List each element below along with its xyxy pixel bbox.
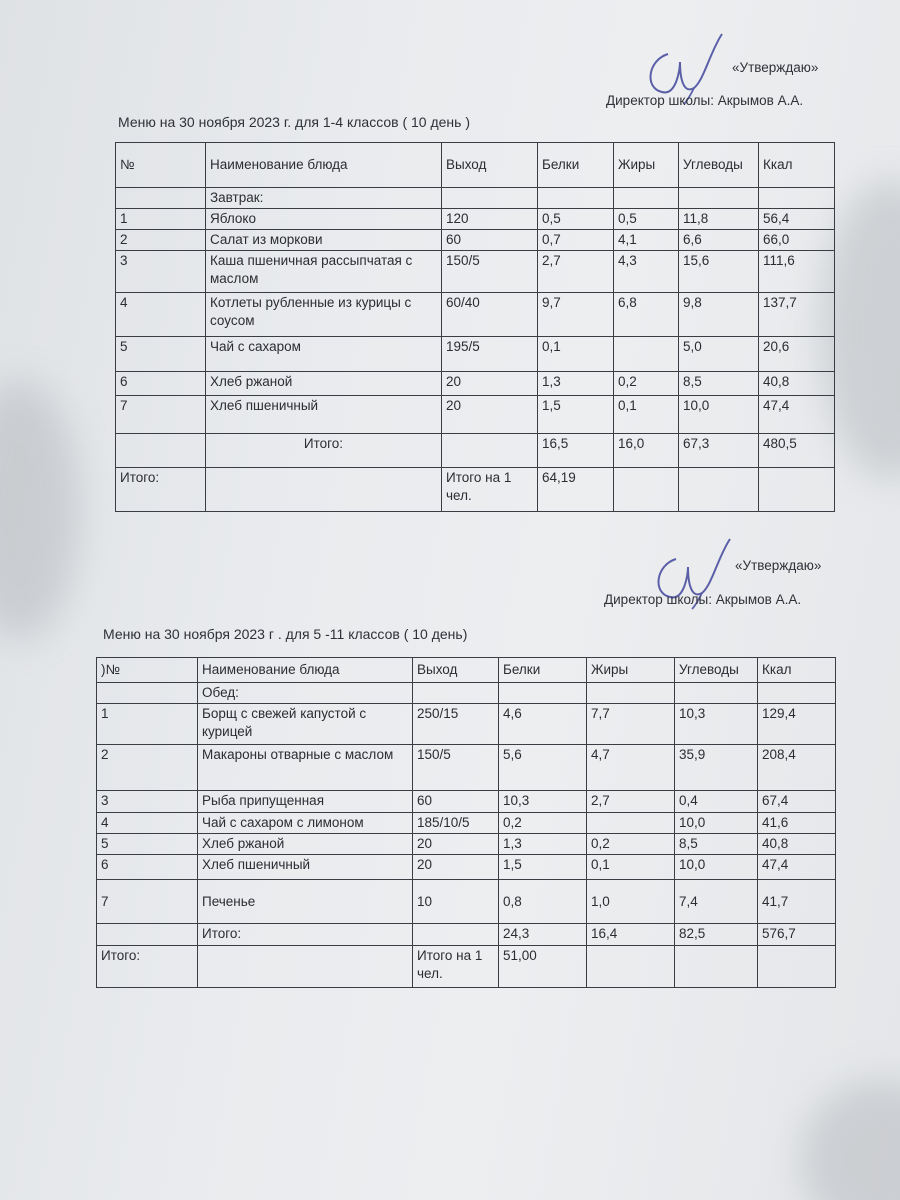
col-dish: Наименование блюда: [198, 658, 413, 683]
total-row: [116, 468, 835, 512]
subtotal-label: Итого:: [206, 434, 442, 468]
table-row: 2 Макароны отварные с маслом 150/5 5,6 4,7 35,9 208,4: [97, 745, 836, 791]
col-carbs: Углеводы: [675, 658, 758, 683]
table-row: 7 Печенье 10 0,8 1,0 7,4 41,7: [97, 880, 836, 924]
table-row: 1 Яблоко 120 0,5 0,5 11,8 56,4: [116, 209, 835, 230]
director-name-2: Директор школы: Акрымов А.А.: [604, 592, 802, 607]
scan-shadow: [800, 1080, 900, 1200]
total-label: Итого:: [116, 468, 206, 512]
table-row: 2 Салат из моркови 60 0,7 4,1 6,6 66,0: [116, 230, 835, 251]
section-label: Обед:: [198, 683, 413, 704]
subtotal-carbs: 67,3: [679, 434, 759, 468]
col-kcal: Ккал: [758, 658, 836, 683]
table-row: 3 Каша пшеничная рассыпчатая с маслом 150/5 2,7 4,3 15,6 111,6: [116, 251, 835, 293]
subtotal-kcal: 480,5: [759, 434, 835, 468]
subtotal-kcal: 576,7: [758, 924, 836, 946]
subtotal-protein: 16,5: [538, 434, 614, 468]
col-protein: Белки: [499, 658, 587, 683]
menu-table-senior: [96, 657, 836, 988]
scan-shadow: [0, 380, 80, 640]
subtotal-row: [116, 434, 835, 468]
director-name-1: Директор школы: Акрымов А.А.: [606, 93, 804, 108]
table-header-row: [116, 143, 835, 188]
per-person-label: Итого на 1 чел.: [442, 468, 538, 512]
col-fat: Жиры: [614, 143, 679, 188]
menu-title-senior: Меню на 30 ноября 2023 г . для 5 -11 классов ( 10 день): [103, 626, 468, 642]
col-protein: Белки: [538, 143, 614, 188]
subtotal-fat: 16,0: [614, 434, 679, 468]
approval-label-2: «Утверждаю»: [735, 558, 822, 573]
table-row: 4 Чай с сахаром с лимоном 185/10/5 0,2 10,0 41,6: [97, 813, 836, 834]
subtotal-row: [97, 924, 836, 946]
table-row: 5 Чай с сахаром 195/5 0,1 5,0 20,6: [116, 337, 835, 372]
per-person-label: Итого на 1 чел.: [413, 946, 499, 988]
col-number: №: [116, 143, 206, 188]
per-person-value: 64,19: [538, 468, 614, 512]
subtotal-carbs: 82,5: [675, 924, 758, 946]
section-label: Завтрак:: [206, 188, 442, 209]
total-label: Итого:: [97, 946, 198, 988]
section-row: [116, 188, 835, 209]
table-row: 5 Хлеб ржаной 20 1,3 0,2 8,5 40,8: [97, 834, 836, 855]
col-carbs: Углеводы: [679, 143, 759, 188]
table-row: 6 Хлеб пшеничный 20 1,5 0,1 10,0 47,4: [97, 855, 836, 880]
col-number: )№: [97, 658, 198, 683]
menu-title-junior: Меню на 30 ноября 2023 г. для 1-4 классов ( 10 день ): [118, 114, 471, 130]
table-row: 6 Хлеб ржаной 20 1,3 0,2 8,5 40,8: [116, 372, 835, 396]
table-header-row: [97, 658, 836, 683]
total-row: [97, 946, 836, 988]
per-person-value: 51,00: [499, 946, 587, 988]
table-row: 7 Хлеб пшеничный 20 1,5 0,1 10,0 47,4: [116, 396, 835, 434]
section-row: [97, 683, 836, 704]
menu-table-junior: [115, 142, 835, 512]
subtotal-protein: 24,3: [499, 924, 587, 946]
table-row: 4 Котлеты рубленные из курицы с соусом 60/40 9,7 6,8 9,8 137,7: [116, 293, 835, 337]
col-dish: Наименование блюда: [206, 143, 442, 188]
col-portion: Выход: [442, 143, 538, 188]
approval-label-1: «Утверждаю»: [732, 60, 819, 75]
col-fat: Жиры: [587, 658, 675, 683]
subtotal-fat: 16,4: [587, 924, 675, 946]
subtotal-label: Итого:: [198, 924, 413, 946]
col-kcal: Ккал: [759, 143, 835, 188]
table-row: 3 Рыба припущенная 60 10,3 2,7 0,4 67,4: [97, 791, 836, 813]
table-row: 1 Борщ с свежей капустой с курицей 250/15 4,6 7,7 10,3 129,4: [97, 704, 836, 745]
col-portion: Выход: [413, 658, 499, 683]
